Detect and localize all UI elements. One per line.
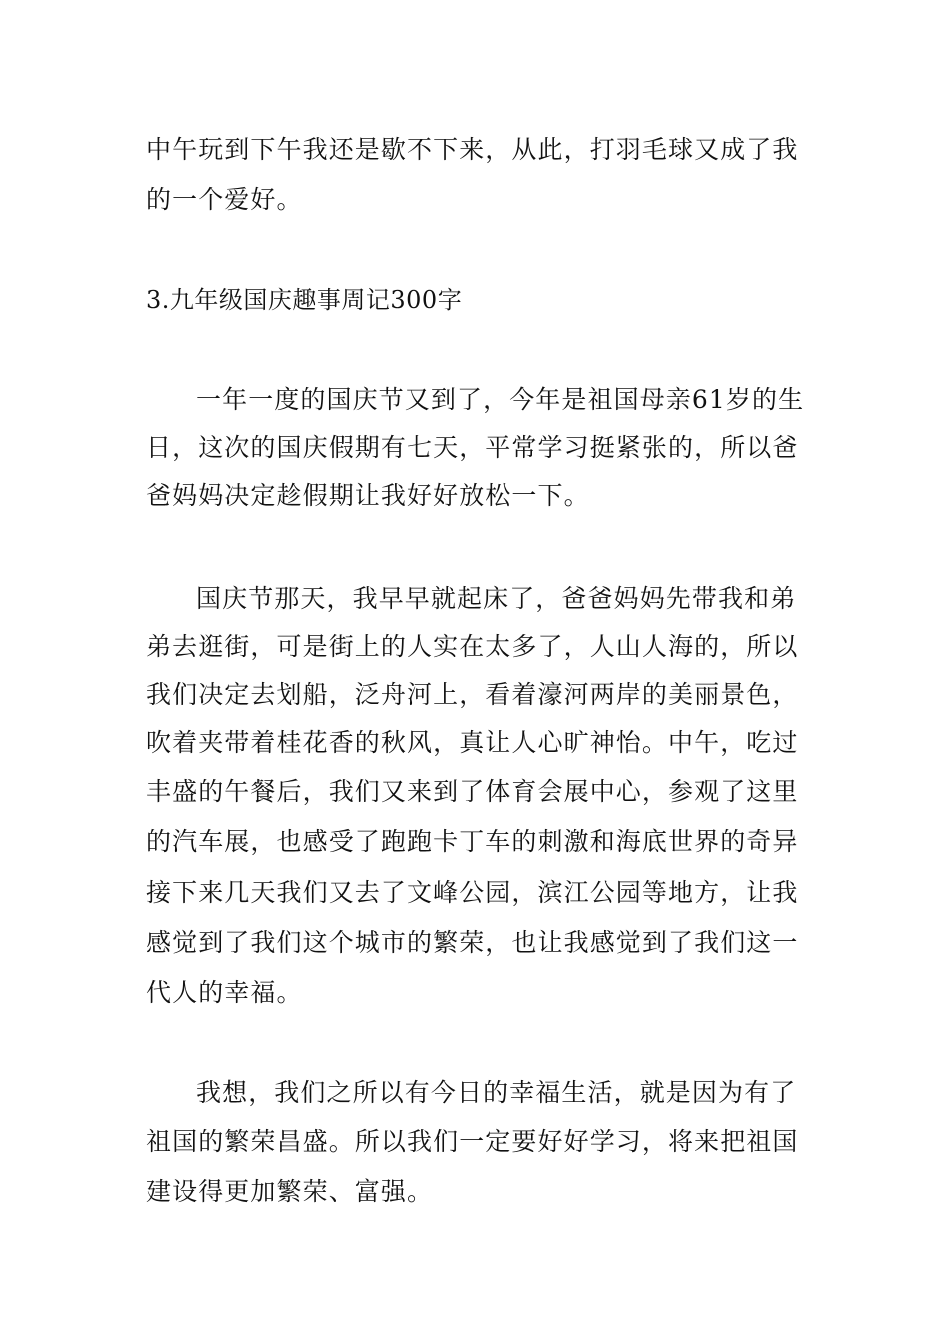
- paragraph-line: 一年一度的国庆节又到了，今年是祖国母亲61岁的生: [196, 385, 805, 414]
- paragraph-line: 我们决定去划船，泛舟河上，看着濠河两岸的美丽景色，: [146, 680, 799, 709]
- section-heading: 3.九年级国庆趣事周记300字: [146, 286, 463, 314]
- paragraph-line: 吹着夹带着桂花香的秋风，真让人心旷神怡。中午，吃过: [146, 728, 799, 757]
- paragraph-line: 建设得更加繁荣、富强。: [146, 1177, 434, 1206]
- paragraph-line: 接下来几天我们又去了文峰公园，滨江公园等地方，让我: [146, 878, 799, 907]
- paragraph-line: 国庆节那天，我早早就起床了，爸爸妈妈先带我和弟: [196, 584, 797, 613]
- paragraph-line: 我想，我们之所以有今日的幸福生活，就是因为有了: [196, 1078, 797, 1107]
- paragraph-line: 代人的幸福。: [146, 978, 303, 1007]
- paragraph-line: 祖国的繁荣昌盛。所以我们一定要好好学习，将来把祖国: [146, 1127, 799, 1156]
- paragraph-line: 的一个爱好。: [146, 185, 303, 214]
- paragraph-line: 的汽车展，也感受了跑跑卡丁车的刺激和海底世界的奇异: [146, 827, 799, 856]
- paragraph-line: 爸妈妈决定趁假期让我好好放松一下。: [146, 481, 590, 510]
- paragraph-line: 丰盛的午餐后，我们又来到了体育会展中心，参观了这里: [146, 777, 799, 806]
- paragraph-line: 感觉到了我们这个城市的繁荣，也让我感觉到了我们这一: [146, 928, 799, 957]
- paragraph-line: 中午玩到下午我还是歇不下来，从此，打羽毛球又成了我: [146, 135, 799, 164]
- paragraph-line: 弟去逛街，可是街上的人实在太多了，人山人海的，所以: [146, 632, 799, 661]
- paragraph-line: 日，这次的国庆假期有七天，平常学习挺紧张的，所以爸: [146, 433, 799, 462]
